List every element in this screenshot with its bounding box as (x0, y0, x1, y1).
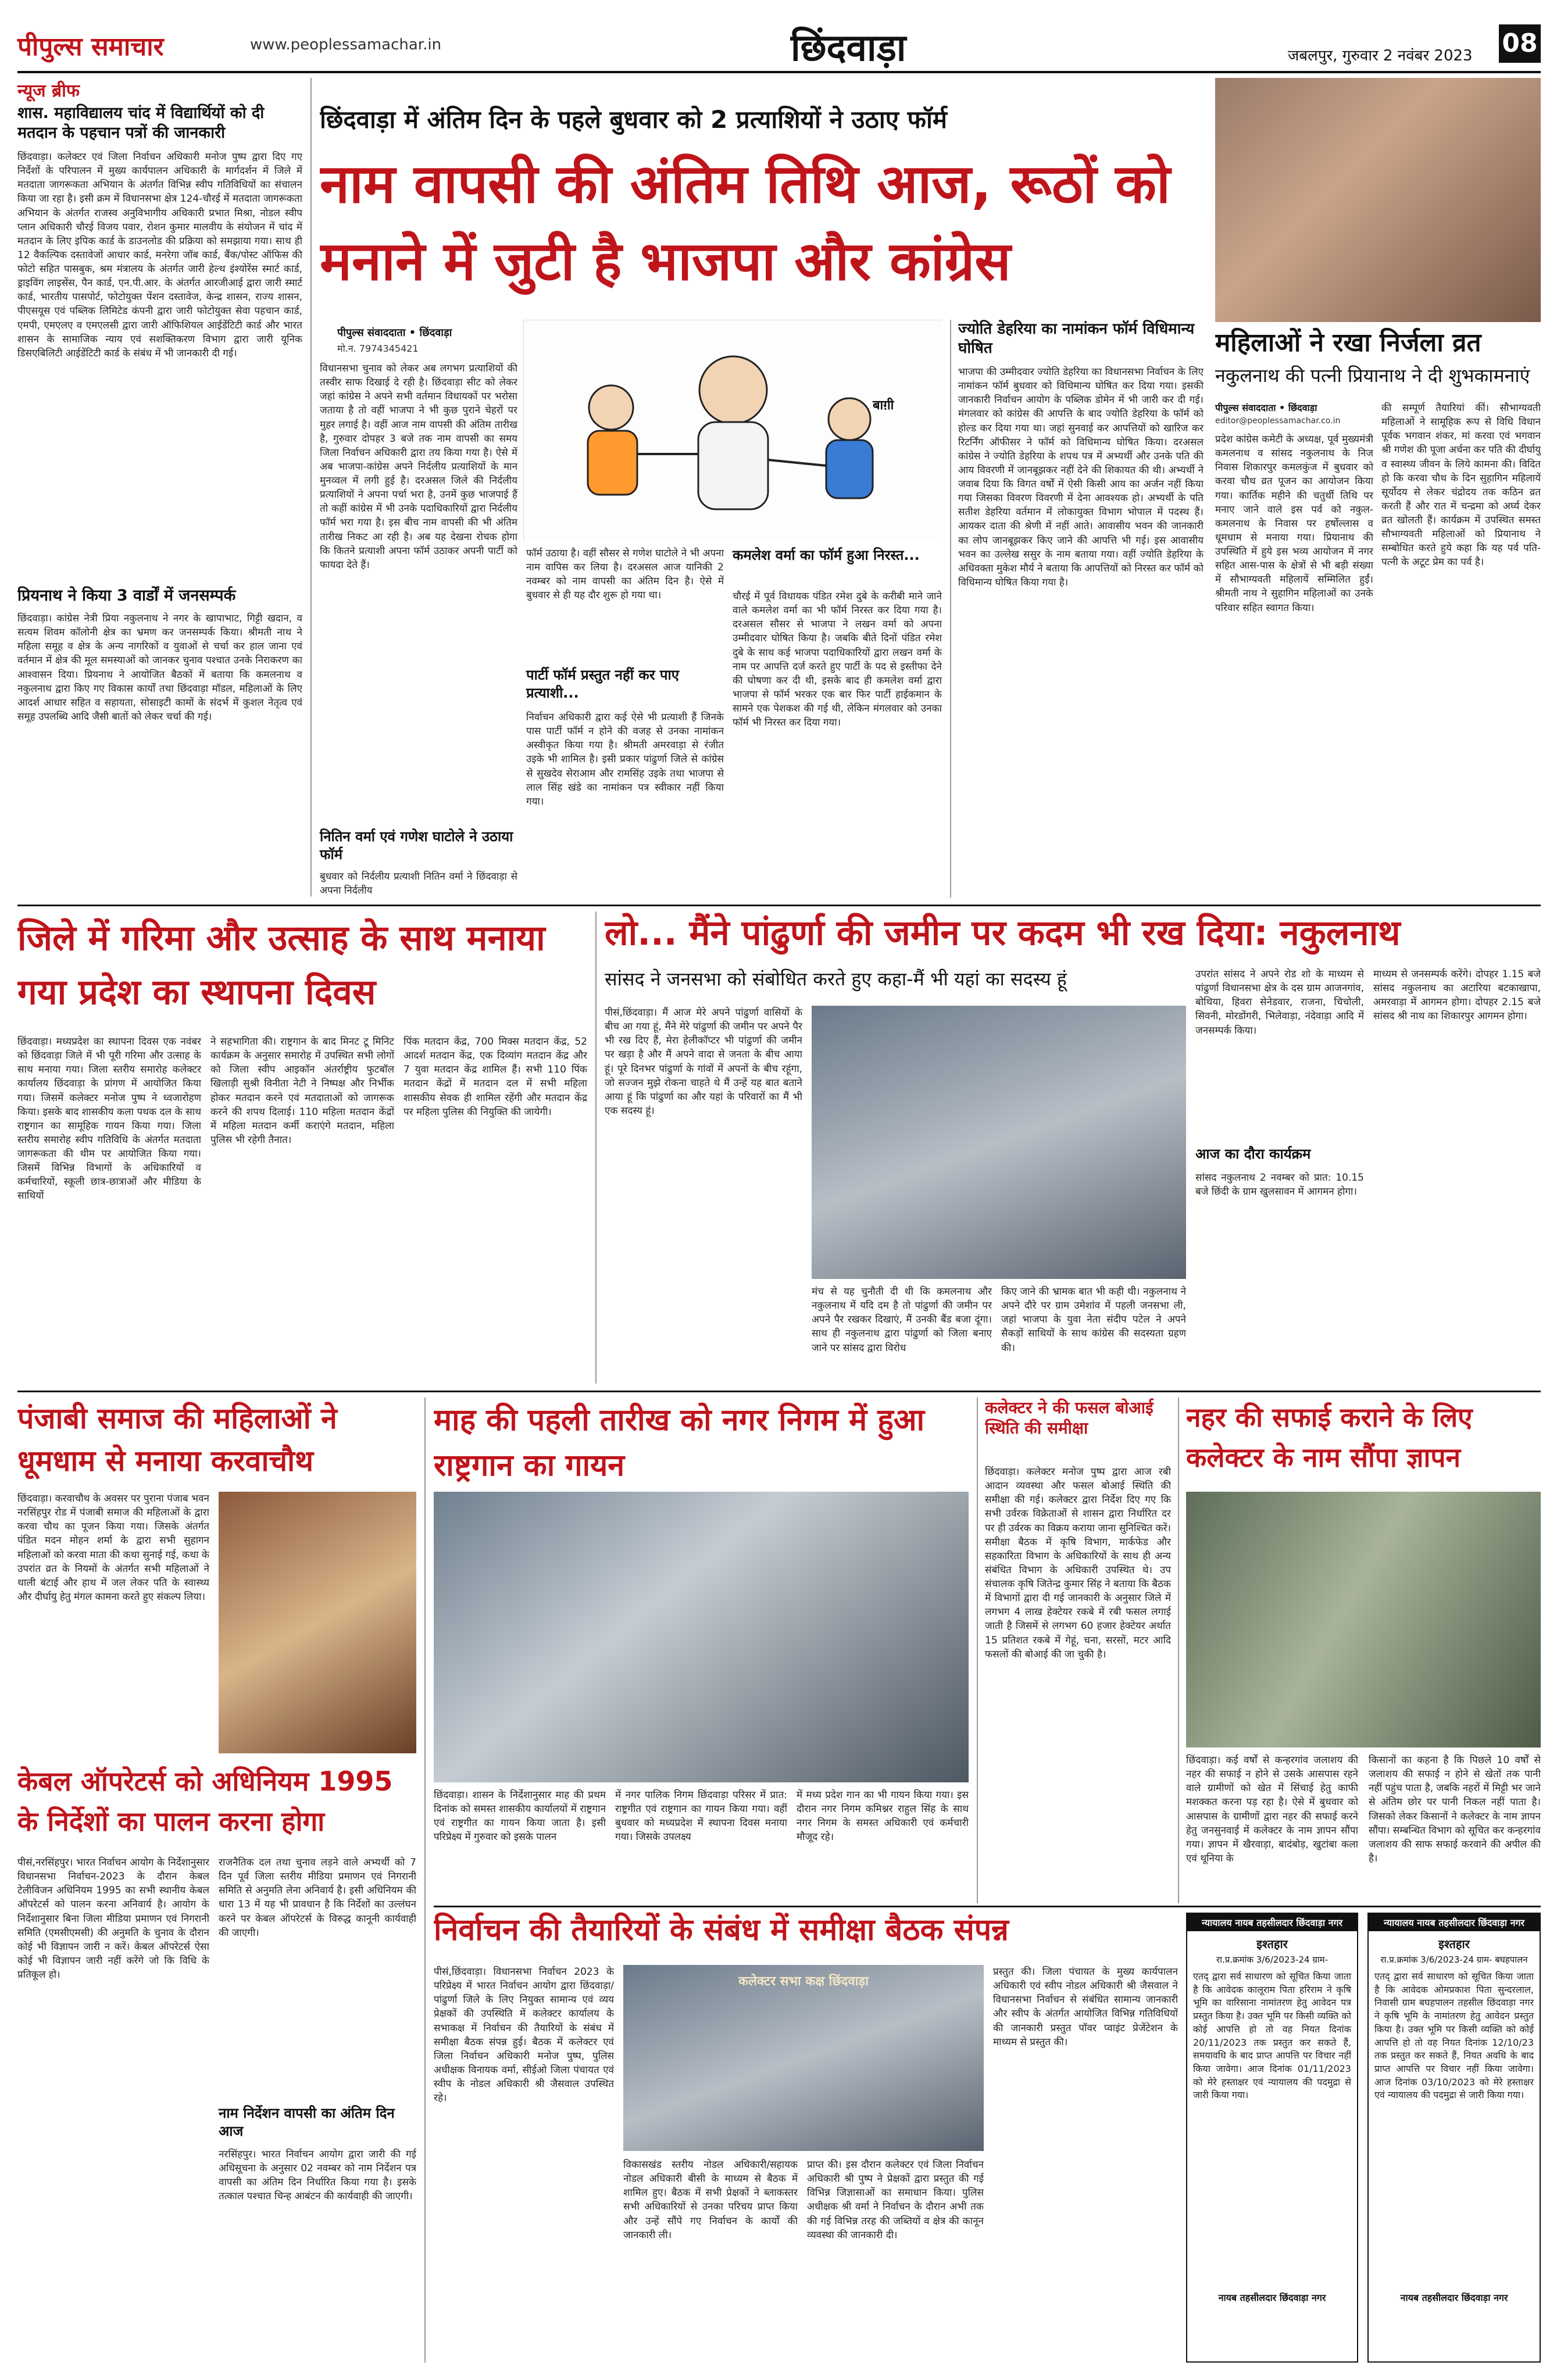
nakulnath-col-2: मंच से यह चुनौती दी थी कि कमलनाथ और नकुलनाथ में यदि दम है तो पांढुर्णा की जमीन पर अपने पैर रखकर दिखाएं, मैं उनकी बैंड बजा दूंगा। साथ ही नकुलनाथ द्वारा पांढुर्णा को जिला बनाए जाने पर सांसद द्वारा विरोध (812, 1286, 992, 1354)
section-rule-1 (17, 905, 1541, 906)
section-rule-2 (17, 1391, 1541, 1392)
notice-sign-2: नायब तहसीलदार छिंदवाड़ा नगर (1400, 2292, 1508, 2303)
lead-col-1b: बुधवार को निर्दलीय प्रत्याशी नितिन वर्मा ने छिंदवाड़ा से अपना निर्दलीय (320, 871, 517, 897)
notice-court-2: न्यायालय नायब तहसीलदार छिंदवाड़ा नगर (1369, 1914, 1540, 1931)
jyoti-title: ज्योति डेहरिया का नामांकन फॉर्म विधिमान्य घोषित (958, 320, 1195, 357)
section-title: छिंदवाड़ा (791, 27, 906, 70)
court-notice-1 (1186, 1913, 1358, 2363)
lead-col-1: विधानसभा चुनाव को लेकर अब लगभग प्रत्याशियों की तस्वीर साफ दिखाई दे रही है। छिंदवाड़ा सीट को लेकर जहां कांग्रेस ने अपने सभी वर्तमान विधायकों पर भरोसा जताया है तो वहीं भाजपा ने भी कुछ पुराने चेहरों पर मुहर लगाई है। वहीं आज नाम वापसी की अंतिम तारीख है, गुरुवार दोपहर 3 बजे तक नाम वापसी का समय जिला निर्वाचन अधिकारी द्वारा तय किया गया है। ऐसे में अब भाजपा-कांग्रेस अपने निर्दलीय प्रत्याशियों के मान मुनव्वल में लगी हुई है। दरअसल जिले की निर्दलीय प्रत्याशियों ने अपना पर्चा भरा है, उनमें कुछ भाजपाई हैं तो कहीं कांग्रेस में भी उनके पदाधिकारियों द्वारा निर्दलीय फॉर्म भरा गया है। इस बीच नाम वापसी की भी अंतिम तारीख निकट आ रही है। अब यह देखना रोचक होगा कि कितने प्रत्याशी अपना फॉर्म उठाकर अपनी पार्टी को फायदा देते हैं। (320, 363, 517, 571)
crop-headline: कलेक्टर ने की फसल बोआई स्थिति की समीक्षा (985, 1398, 1154, 1438)
nakulnath-headline: लो... मैंने पांढुर्णा की जमीन पर कदम भी रख दिया: नकुलनाथ (605, 913, 1401, 953)
anthem-col-2: में नगर पालिक निगम छिंदवाड़ा परिसर में प्रात: राष्ट्रगीत एवं राष्ट्रगान का गायन किया गया। वहीं बुधवार को मध्यप्रदेश में स्थापना दिवस मनाया गया। जिसके उपलक्ष्य (615, 1789, 787, 1843)
lead-col-3: चौरई में पूर्व विधायक पंडित रमेश दुबे के करीबी माने जाने वाले कमलेश वर्मा का भी फॉर्म निरस्त कर दिया गया है। दरअसल सौसर से भाजपा ने लखन वर्मा को अपना उम्मीदवार घोषित किया है। जबकि बीते दिनों पंडित रमेश दुबे के साथ कई भाजपा पदाधिकारियों द्वारा लखन वर्मा के नाम पर आपत्ति दर्ज करते हुए पार्टी के पद से इस्तीफा देने की घोषणा कर दी थी, इसके बाद ही कमलेश वर्मा द्वारा भाजपा से फॉर्म भरकर एक बार फिर पार्टी हाईकमान के सामने एक पेशकश की गई थी, लेकिन मंगलवार को उनका फॉर्म भी निरस्त कर दिया गया। (733, 591, 942, 729)
punjabi-photo (219, 1492, 416, 1753)
lead-sub-3: कमलेश वर्मा का फॉर्म हुआ निरस्त... (733, 547, 920, 563)
anthem-col-1: छिंदवाड़ा। शासन के निर्देशानुसार माह की प्रथम दिनांक को समस्त शासकीय कार्यालयों में राष्ट्रगान एवं राष्ट्रगीत का गायन किया जाता है। इसी परिप्रेक्ष्य में गुरुवार को इसके पालन (434, 1789, 606, 1843)
jyoti-box (950, 320, 1204, 898)
court-notice-2 (1367, 1913, 1541, 2363)
nakulnath-col-3: किए जाने की भ्रामक बात भी कही थी। नकुलनाथ ने अपने दौरे पर ग्राम उमेशांव में पहली जनसभा ली, जहां भाजपा के युवा नेता संदीप पटेल ने अपने सैकड़ों साथियों के साथ कांग्रेस की सदस्यता ग्रहण की। (1001, 1286, 1186, 1354)
punjabi-headline: पंजाबी समाज की महिलाओं ने धूमधाम से मनाया करवाचौथ (17, 1402, 337, 1478)
cable-col-1: पीसं,नरसिंहपुर। भारत निर्वाचन आयोग के निर्देशानुसार विधानसभा निर्वाचन-2023 के दौरान केबल टेलीविजन अधिनियम 1995 का सभी स्थानीय केबल ऑपरेटर्स को पालन करना अनिवार्य है। आयोग के निर्देशानुसार बिना जिला मीडिया प्रमाणन एवं निगरानी समिति (एमसीएमसी) की अनुमति के चुनाव के दौरान कोई भी विज्ञापन जारी न करें। केबल ऑपरेटर्स ऐसा कोई भी विज्ञापन जारी नहीं करेंगे जो कि विधि के प्रतिकूल हो। (17, 1857, 209, 1981)
jyoti-body: भाजपा की उम्मीदवार ज्योति डेहरिया का विधानसभा निर्वाचन के लिए नामांकन फॉर्म बुधवार को विधिमान्य घोषित कर दिया गया। इसकी जानकारी निर्वाचन आयोग के पब्लिक डोमेन में भी जारी कर दी गई। मंगलवार को कांग्रेस की आपत्ति के बाद ज्योति डेहरिया के फॉर्म को होल्ड कर दिया गया था। जहां सुनवाई कर आपत्तियों को खारिज कर रिटर्निंग ऑफीसर ने फॉर्म को विधिमान्य घोषित किया। दरअसल कांग्रेस ने ज्योति डेहरिया के शपथ पत्र में अभ्यर्थी और उनके पति की आय विवरणी में जानबूझकर नहीं देने की शिकायत की थी। अभ्यर्थी ने जवाब दिया कि विगत वर्षों में ऐसी किसी आय का अर्जन नहीं किया गया जिसका विवरण विवरणी में देना आवश्यक हो। अभ्यर्थी के पति सतीश डेहरिया वर्तमान में लोकायुक्त विभाग भोपाल में पदस्थ हैं। आयकर दाता की श्रेणी में नहीं आते। आवासीय भवन की जानकारी का लोप जानबूझकर किए जाने की आपत्ति भी गई। इस आवासीय भवन का उल्लेख ससुर के नाम बताया गया। वहीं ज्योति डेहरिया के अधिवक्ता मुकेश मौर्य ने बताया कि आपत्तियों को निरस्त कर फॉर्म को विधिमान्य घोषित किया गया है। (958, 366, 1204, 588)
crop-body: छिंदवाड़ा। कलेक्टर मनोज पुष्प द्वारा आज रबी आदान व्यवस्था और फसल बोआई स्थिति की समीक्षा की गई। कलेक्टर द्वारा निर्देश दिए गए कि सभी उर्वरक विक्रेताओं से शासन द्वारा निर्धारित दर पर ही उर्वरक का विक्रय कराया जाना सुनिश्चित करें। समीक्षा बैठक में कृषि विभाग, मार्कफेड और सहकारिता विभाग के अधिकारियों के साथ ही अन्य संबंधित विभाग के अधिकारी उपस्थित थे। उप संचालक कृषि जितेन्द्र कुमार सिंह ने बताया कि बैठक में विभागों द्वारा दी गई जानकारी के अनुसार जिले में लगभग 4 लाख हेक्टेयर रकबे में रबी फसल लगाई जाती है जिसमें से लगभग 60 हजार हेक्टेयर अर्थात 15 प्रतिशत रकबे में गेहूं, चना, सरसों, मटर आदि फसलों की बोआई की जा चुकी है। (985, 1466, 1171, 1660)
notice-body-1: एतद् द्वारा सर्व साधारण को सूचित किया जाता है कि आवेदक कालूराम पिता हरिराम ने कृषि भूमि का वारिसाना नामांतरण हेतु आवेदन पत्र प्रस्तुत किया है। उक्त भूमि पर किसी व्यक्ति को कोई आपत्ति हो तो वह नियत दिनांक 20/11/2023 तक प्रस्तुत कर सकते हैं, समयावधि के बाद प्राप्त आपत्ति पर विचार नहीं किया जावेगा। आज दिनांक 01/11/2023 को मेरे हस्ताक्षर एवं न्यायालय की पदमुद्रा से जारी किया गया। (1193, 1971, 1351, 2101)
notice-case-2: रा.प्र.क्रमांक 3/6/2023-24 ग्राम- बघहपालन (1380, 1954, 1528, 1965)
notice-court-1: न्यायालय नायब तहसीलदार छिंदवाड़ा नगर (1187, 1914, 1357, 1931)
lead-headline: नाम वापसी की अंतिम तिथि आज, रूठों को मनाने में जुटी है भाजपा और कांग्रेस (320, 153, 1170, 293)
section-rule-3 (434, 1906, 1541, 1907)
election-photo (623, 1965, 984, 2151)
fast-headline: महिलाओं ने रखा निर्जला व्रत (1215, 328, 1481, 358)
column-divider-5 (1178, 1398, 1179, 1903)
foundation-col-1: छिंदवाड़ा। मध्यप्रदेश का स्थापना दिवस एक नवंबर को छिंदवाड़ा जिले में भी पूरी गरिमा और उत्साह के साथ मनाया गया। जिला स्तरीय समारोह कलेक्टर कार्यालय छिंदवाड़ा के प्रांगण में आयोजित किया गया। जिसमें कलेक्टर मनोज पुष्प ने ध्वजारोहण किया। इसके बाद शासकीय कला पथक दल के साथ राष्ट्रगान का सामूहिक गायन किया गया। जिला स्तरीय समारोह स्वीप गतिविधि के अंतर्गत मतदाता जागरूकता की थीम पर आयोजित किया गया। जिसमें विभिन्न विभागों के अधिकारियों व कर्मचारियों, स्कूली छात्र-छात्राओं और मीडिया के साथियों (17, 1036, 201, 1202)
election-col-1: पीसं,छिंदवाड़ा। विधानसभा निर्वाचन 2023 के परिप्रेक्ष्य में भारत निर्वाचन आयोग द्वारा छिंदवाड़ा/पांढुर्णा जिले के लिए नियुक्त सामान्य एवं व्यय प्रेक्षकों की उपस्थिति में कलेक्टर कार्यालय के सभाकक्ष में निर्वाचन की तैयारियों के संबंध में समीक्षा बैठक संपन्न हुई। बैठक में कलेक्टर एवं जिला निर्वाचन अधिकारी मनोज पुष्प, पुलिस अधीक्षक विनायक वर्मा, सीईओ जिला पंचायत एवं स्वीप के नोडल अधिकारी श्री जैसवाल उपस्थित रहे। (434, 1966, 614, 2104)
news-brief-title-2: प्रियनाथ ने किया 3 वार्डों में जनसम्पर्क (17, 587, 236, 605)
nakulnath-col-5: माध्यम से जनसम्पर्क करेंगे। दोपहर 1.15 बजे सांसद नकुलनाथ का अटारिया बटकाखापा, अमरवाड़ा में आगमन होगा। दोपहर 2.15 बजे सांसद श्री नाथ का शिकारपुर आगमन होगा। (1373, 969, 1541, 1023)
lead-contact: मो.न. 7974345421 (337, 343, 419, 354)
nakulnath-col-4: उपरांत सांसद ने अपने रोड शो के माध्यम से पांढुर्णा विधानसभा क्षेत्र के दस ग्राम आजनगांव, बोथिया, हिवरा सेनेडवार, राजना, चिचोली, सिवनी, मोरडोंगरी, भिलेवाड़ा, नंदेवाड़ा आदि में जनसम्पर्क किया। (1195, 969, 1364, 1037)
fast-email[interactable]: editor@peoplessamachar.co.in (1215, 416, 1341, 426)
news-brief-title-1: शास. महाविद्यालय चांद में विद्यार्थियों को दी मतदान के पहचान पत्रों की जानकारी (17, 104, 265, 142)
news-brief-label: न्यूज ब्रीफ (17, 81, 80, 101)
canal-photo (1186, 1492, 1541, 1748)
lead-sub-2: पार्टी फॉर्म प्रस्तुत नहीं कर पाए प्रत्याशी... (526, 667, 680, 702)
fast-col-1: प्रदेश कांग्रेस कमेटी के अध्यक्ष, पूर्व मुख्यमंत्री कमलनाथ व सांसद नकुलनाथ के निज निवास शिकारपुर कमलकुंज में बुधवार को करवा चौथ व्रत पूजन का आयोजन किया गया। कार्तिक महीने की चतुर्थी तिथि पर मनाए जाने वाले इस पर्व को नकुल-कमलनाथ के निवास पर हर्षोल्लास व धूमधाम से मनाया गया। प्रियानाथ की उपस्थिति में हुये इस भव्य आयोजन में नगर सहित आस-पास के क्षेत्रों से भी बड़ी संख्या में सौभाग्यवती महिलायें सम्मिलित हुईं। श्रीमती नाथ ने सुहागिन महिलाओं का उनके परिवार सहित स्वागत किया। (1215, 434, 1373, 614)
lead-kicker: छिंदवाड़ा में अंतिम दिन के पहले बुधवार को 2 प्रत्याशियों ने उठाए फॉर्म (320, 105, 947, 134)
nakulnath-col-4b: सांसद नकुलनाथ 2 नवम्बर को प्रात: 10.15 बजे छिंदी के ग्राम खुलसावन में आगमन होगा। (1195, 1172, 1364, 1198)
nakulnath-subhead: सांसद ने जनसभा को संबोधित करते हुए कहा-मैं भी यहां का सदस्य हूं (605, 968, 1067, 990)
anthem-photo (434, 1492, 969, 1782)
dateline: जबलपुर, गुरुवार 2 नवंबर 2023 (1288, 47, 1473, 65)
fast-col-2: की सम्पूर्ण तैयारियां कीं। सौभाग्यवती महिलाओं ने सामूहिक रूप से विधि विधान पूर्वक भगवान शंकर, मां करवा एवं भगवान श्री गणेश की पूजा अर्चना कर पति की दीर्घायु व स्वास्थ्य जीवन के लिये कामना की। विदित हो कि करवा चौथ के दिन सुहागिन महिलायें सूर्योदय से लेकर चंद्रोदय तक कठिन व्रत करती हैं और रात में चन्द्रमा को अर्घ्य देकर व्रत खोलती हैं। कार्यक्रम में उपस्थित समस्त सौभाग्यवती महिलाओं को प्रियानाथ ने सम्बोधित करते हुये कहा कि यह पर्व पति-पत्नी के अटूट प्रेम का पर्व है। (1381, 402, 1541, 569)
election-headline: निर्वाचन की तैयारियों के संबंध में समीक्षा बैठक संपन्न (434, 1913, 1009, 1947)
notice-title-1: इश्तहार (1256, 1937, 1288, 1951)
lead-col-2: फॉर्म उठाया है। वहीं सौसर से गणेश घाटोले ने भी अपना नाम वापिस कर लिया है। दरअसल आज यानिकी 2 नवम्बर को नाम वापसी का अंतिम दिन है। ऐसे में बुधवार से ही यह दौर शुरू हो गया था। (526, 548, 724, 602)
lead-col-2b: निर्वाचन अधिकारी द्वारा कई ऐसे भी प्रत्याशी हैं जिनके पास पार्टी फॉर्म न होने की वजह से उनका नामांकन अस्वीकृत किया गया है। श्रीमती अमरवाड़ा से रंजीत उइके भी शामिल है। इसी प्रकार पांढुर्णा जिले से कांग्रेस से सुखदेव सेराआम और रामसिंह उइके तथा भाजपा से लाल सिंह खंडे का नामांकन पत्र स्वीकार नहीं किया गया। (526, 712, 724, 807)
election-photo-caption: कलेक्टर सभा कक्ष छिंदवाड़ा (738, 1974, 869, 1989)
canal-col-1: छिंदवाड़ा। कई वर्षों से कन्हरगांव जलाशय की नहर की सफाई न होने से उसके आसपास रहने वाले ग्रामीणों को खेत में सिंचाई हेतु काफी मशक्कत करना पड़ रहा है। ऐसे में बुधवार को आसपास के ग्रामीणों द्वारा नहर की सफाई करने हेतु जनसुनवाई में कलेक्टर के नाम ज्ञापन सौंपा गया। ज्ञापन में खैरवाड़ा, बादंबोड़, खुटांबा कला एवं थूनिया के (1186, 1754, 1358, 1864)
punjabi-body: छिंदवाड़ा। करवाचौथ के अवसर पर पुराना पंजाब भवन नरसिंहपुर रोड में पंजाबी समाज की महिलाओं के द्वारा करवा चौथ का पूजन किया गया। जिसके अंतर्गत पंडित मदन मोहन शर्मा के द्वारा सभी सुहागन महिलाओं को करवा माता की कथा सुनाई गई, कथा के उपरांत व्रत के नियमों के अंतर्गत सभी महिलाओं ने थाली बंटाई और हाथ में जल लेकर पति के स्वास्थ्य और दीर्घायु हेतु मंगल कामना करते हुए संकल्प लिया। (17, 1493, 209, 1603)
election-col-3: प्राप्त की। इस दौरान कलेक्टर एवं जिला निर्वाचन अधिकारी श्री पुष्प ने प्रेक्षकों द्वारा प्रस्तुत की गई विभिन्न जिज्ञासाओं का समाधान किया। पुलिस अधीक्षक श्री वर्मा ने निर्वाचन के दौरान अभी तक की गई विभिन्न तरह की जब्तियों व क्षेत्र की कानून व्यवस्था की जानकारी दी। (807, 2159, 984, 2241)
cable-sub: नाम निर्देशन वापसी का अंतिम दिन आज (219, 2105, 395, 2140)
column-divider (310, 78, 312, 896)
election-col-4: प्रस्तुत की। जिला पंचायत के मुख्य कार्यपालन अधिकारी एवं स्वीप नोडल अधिकारी श्री जैसवाल ने विधानसभा निर्वाचन से संबंधित सामान्य जानकारी और स्वीप के अंतर्गत आयोजित विभिन्न गतिविधियों की जानकारी प्रस्तुत पॉवर प्वाइंट प्रेजेंटेशन के माध्यम से प्रस्तुत की। (993, 1966, 1178, 2048)
column-divider-4 (977, 1398, 978, 1903)
nakulnath-sub-tour: आज का दौरा कार्यक्रम (1195, 1146, 1311, 1162)
cartoon-label: बाग़ी (873, 398, 894, 413)
election-col-2: विकासखंड स्तरीय नोडल अधिकारी/सहायक नोडल अधिकारी बीसी के माध्यम से बैठक में शामिल हुए। बैठक में सभी प्रेक्षकों ने ब्लाकस्तर सभी अधिकारियों से उनका परिचय प्राप्त किया और उन्हें सौंपे गए निर्वाचन के कार्यों की जानकारी ली। (623, 2159, 798, 2241)
column-divider-2 (595, 912, 597, 1384)
canal-headline: नहर की सफाई कराने के लिए कलेक्टर के नाम सौंपा ज्ञापन (1186, 1402, 1473, 1473)
column-divider-3 (424, 1398, 426, 2363)
notice-case-1: रा.प्र.क्रमांक 3/6/2023-24 ग्राम- (1216, 1954, 1329, 1965)
lead-byline: पीपुल्स संवाददाता • छिंदवाड़ा (337, 327, 452, 339)
anthem-headline: माह की पहली तारीख को नगर निगम में हुआ राष्ट्रगान का गायन (434, 1403, 925, 1483)
nakulnath-photo (812, 1006, 1186, 1279)
notice-title-2: इश्तहार (1438, 1937, 1470, 1951)
cable-headline: केबल ऑपरेटर्स को अधिनियम 1995 के निर्देशों का पालन करना होगा (17, 1766, 393, 1837)
masthead (17, 10, 1541, 69)
foundation-headline: जिले में गरिमा और उत्साह के साथ मनाया गया प्रदेश का स्थापना दिवस (17, 918, 545, 1013)
masthead-rule (17, 71, 1541, 73)
fast-subhead: नकुलनाथ की पत्नी प्रियानाथ ने दी शुभकामनाएं (1215, 364, 1530, 387)
canal-col-2: किसानों का कहना है कि पिछले 10 वर्षों से जलाशय की सफाई न होने से खेतों तक पानी नहीं पहुंच पाता है, जबकि नहरों में मिट्टी भर जाने से अंतिम छोर पर पानी निकल नहीं पाता है। जिसको लेकर किसानों ने कलेक्टर के नाम ज्ञापन सौंपा। सम्बन्धित विभाग को सूचित कर कन्हरगांव जलाशय की साफ सफाई करवाने की अपील की है। (1369, 1754, 1541, 1864)
paper-logo: पीपुल्स समाचार (17, 32, 164, 62)
fast-byline: पीपुल्स संवाददाता • छिंदवाड़ा (1215, 402, 1317, 413)
lead-sub-1: नितिन वर्मा एवं गणेश घाटोले ने उठाया फॉर्म (320, 828, 513, 863)
news-brief-body-1: छिंदवाड़ा। कलेक्टर एवं जिला निर्वाचन अधिकारी मनोज पुष्प द्वारा दिए गए निर्देशों के परिपालन में मुख्य कार्यपालन अधिकारी के मार्गदर्शन में जिले में मतदाता जागरूकता अभियान के अंतर्गत विभिन्न स्वीप गतिविधियों का संचालन किया जा रहा है। इसी क्रम में विधानसभा क्षेत्र 124-चौरई में मतदाता जागरूकता अभियान के अंतर्गत राजस्व अनुविभागीय अधिकारी प्रभात मिश्रा, नोडल स्वीप प्लान अधिकारी चौरई विजय पवार, रोशन कुमार मालवीय के संयोजन में चांद में मतदान के लिए इपिक कार्ड के डाउनलोड की प्रक्रिया को समझाया गया। साथ ही 12 वैकल्पिक दस्तावेजों आधार कार्ड, मनरेगा जॉब कार्ड, बैंक/पोस्ट ऑफिस की फोटो सहित पासबुक, श्रम मंत्रालय के अंतर्गत जारी हेल्थ इंश्योरेंस स्मार्ट कार्ड, ड्राइविंग लाइसेंस, पैन कार्ड, एन.पी.आर. के अंतर्गत आरजीआई द्वारा जारी स्मार्ट कार्ड, भारतीय पासपोर्ट, फोटोयुक्त पेंशन दस्तावेज, केन्द्र शासन, राज्य शासन, पीएसयूस एवं पब्लिक लिमिटेड कंपनी द्वारा जारी फोटोयुक्त सेवा पहचान कार्ड, एमपी, एमएलए व एमएलसी द्वारा जारी ऑफिशियल आईडेंटिटी कार्ड और भारत शासन के सामाजिक न्याय एवं सशक्तिकरण विभाग द्वारा जारी यूनिक डिसएबिलिटी आईडेंटिटी कार्ड के संबंध में भी जानकारी दी गई। (17, 151, 302, 359)
cable-col-2b: नरसिंहपुर। भारत निर्वाचन आयोग द्वारा जारी की गई अधिसूचना के अनुसार 02 नवम्बर को नाम निर्देशन पत्र वापसी का अंतिम दिन निर्धारित किया गया है। इसके तत्काल पश्चात चिन्ह आबंटन की कार्यवाही की जाएगी। (219, 2149, 416, 2203)
cartoon-illustration (524, 320, 942, 541)
nakulnath-col-1: पीसं,छिंदवाड़ा। मैं आज मेरे अपने पांढुर्णा वासियों के बीच आ गया हूं, मैंने मेरे पांढुर्णा की जमीन पर अपने पैर भी रख दिए हैं, मेरा हेलीकॉप्टर भी पांढुर्णा की जमीन पर खड़ा है और मैं अपने वादा से जनता के बीच आया हूं। पूरे दिनभर पांढुर्णा के गांवों में अपनों के बीच रहूंगा, जो सज्जन मुझे रोकना चाहते थे मैं उन्हें यह बात बताने आया हूं कि पांढुर्णा का और यहां के परिवारों का मैं भी एक सदस्य हूं। (605, 1007, 802, 1117)
foundation-col-2: ने सहभागिता की। राष्ट्रगान के बाद मिनट टू मिनिट कार्यक्रम के अनुसार समारोह में उपस्थित सभी लोगों को जिला स्वीप आइकॉन अंतर्राष्ट्रीय फुटबॉल खिलाड़ी सुश्री विनीता नेटी ने निष्पक्ष और निर्भीक होकर मतदान करने एवं मतदाताओं को जागरूक करने की शपथ दिलाई। 110 महिला मतदान केंद्रों में महिला मतदान कर्मी कराएंगे मतदान, महिला पुलिस भी रहेगी तैनात। (210, 1036, 394, 1146)
notice-body-2: एतद् द्वारा सर्व साधारण को सूचित किया जाता है कि आवेदक ओमप्रकाश पिता सुन्दरलाल, निवासी ग्राम बघहपालन तहसील छिंदवाड़ा नगर ने कृषि भूमि के नामांतरण हेतु आवेदन प्रस्तुत किया है। उक्त भूमि पर किसी व्यक्ति को कोई आपत्ति हो तो वह नियत दिनांक 12/10/23 तक प्रस्तुत कर सकते हैं, नियत अवधि के बाद प्राप्त आपत्ति पर विचार नहीं किया जावेगा। आज दिनांक 03/10/2023 को मेरे हस्ताक्षर एवं न्यायालय की पदमुद्रा से जारी किया गया। (1374, 1971, 1534, 2101)
fast-photo (1215, 78, 1541, 322)
notice-sign-1: नायब तहसीलदार छिंदवाड़ा नगर (1218, 2292, 1326, 2303)
news-brief-body-2: छिंदवाड़ा। कांग्रेस नेत्री प्रिया नकुलनाथ ने नगर के खापाभाट, गिट्टी खदान, व सत्यम शिवम कॉलोनी क्षेत्र का भ्रमण कर जनसम्पर्क किया। श्रीमती नाथ ने महिला समूह व क्षेत्र के अन्य नागरिकों व युवाओं से चर्चा कर हाल जाना एवं वर्तमान में क्षेत्र की मूल समस्याओं को जानकर चुनाव पश्चात उनके निराकरण का आश्वासन दिया। प्रियनाथ ने आयोजित बैठकों में बताया कि कमलनाथ व नकुलनाथ द्वारा किए गए विकास कार्यों तथा छिंदवाड़ा मॉडल, महिलाओं के लिए आदर्श आधार सहित व सहायता, सोसाइटी कामों के संदर्भ में कुशल नेतृत्व एवं समूह उपलब्धि आदि जैसी बातों को लेकर चर्चा की गई। (17, 613, 302, 723)
political-cartoon (523, 320, 942, 541)
cable-col-2: राजनैतिक दल तथा चुनाव लड़ने वाले अभ्यर्थी को 7 दिन पूर्व जिला स्तरीय मीडिया प्रमाणन एवं निगरानी समिति से अनुमति लेना अनिवार्य है। इसी अधिनियम की धारा 13 में यह भी प्रावधान है कि निर्देशों का उल्लंघन करने पर केबल ऑपरेटर्स के विरुद्ध कानूनी कार्यवाही की जाएगी। (219, 1857, 416, 1939)
foundation-col-3: पिंक मतदान केंद्र, 700 मिक्स मतदान केंद्र, 52 आदर्श मतदान केंद्र, एक दिव्यांग मतदान केंद्र और 7 युवा मतदान केंद्र शामिल हैं। सभी 110 पिंक मतदान केंद्रों में मतदान दल में सभी महिला शासकीय सेवक ही शामिल रहेंगी और मतदान केंद्र पर महिला पुलिस की नियुक्ति की जायेगी। (403, 1036, 587, 1118)
anthem-col-3: में मध्य प्रदेश गान का भी गायन किया गया। इस दौरान नगर निगम कमिश्नर राहुल सिंह के साथ नगर निगम के समस्त अधिकारी एवं कर्मचारी मौजूद रहे। (797, 1789, 969, 1843)
page-number: 08 (1499, 24, 1541, 63)
website-link[interactable]: www.peoplessamachar.in (250, 36, 442, 53)
